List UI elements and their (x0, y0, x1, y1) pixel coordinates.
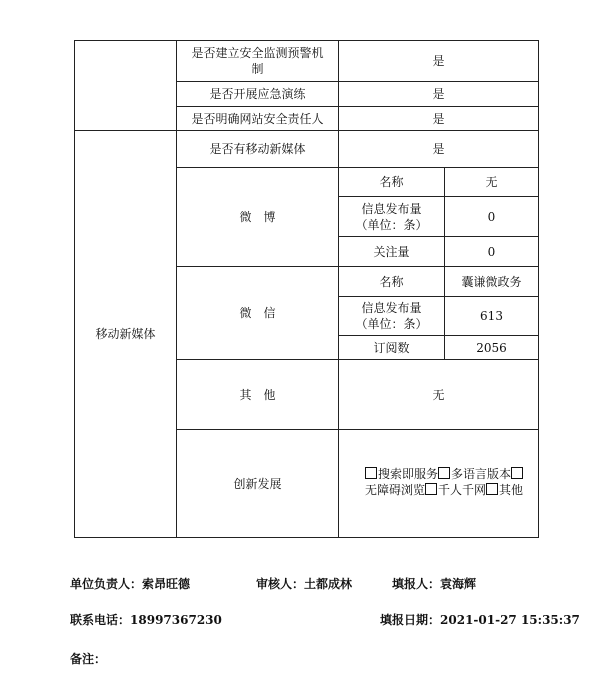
wechat-subs-label: 订阅数 (339, 336, 445, 360)
phone-value: 18997367230 (130, 613, 222, 627)
option-multi-language[interactable]: 多语言版本 (438, 467, 511, 481)
weibo-follow-value: 0 (445, 237, 539, 267)
other-label: 其 他 (177, 360, 339, 430)
filler: 填报人：袁海辉 (392, 577, 477, 591)
weibo-posts-value: 0 (445, 197, 539, 237)
wechat-posts-value: 613 (445, 297, 539, 336)
unit-head-value: 索昂旺德 (142, 577, 191, 591)
filler-value: 袁海辉 (440, 577, 477, 591)
wechat-posts-label: 信息发布量（单位：条） (339, 297, 445, 336)
option-other[interactable]: 其他 (486, 483, 523, 497)
monitor-label: 是否建立安全监测预警机制 (177, 41, 339, 82)
wechat-label: 微 信 (177, 267, 339, 360)
innovation-label: 创新发展 (177, 430, 339, 538)
remarks-label: 备注： (70, 652, 107, 666)
report-table (74, 40, 539, 538)
innovation-options (339, 430, 539, 538)
reviewer: 审核人：土都成林 (256, 577, 353, 591)
option-personalized[interactable]: 千人千网 (425, 483, 486, 497)
new-media-section-label: 移动新媒体 (75, 131, 177, 538)
wechat-name-value: 囊谦微政务 (445, 267, 539, 297)
unit-head: 单位负责人：索昂旺德 (70, 577, 191, 591)
has-new-media-label: 是否有移动新媒体 (177, 131, 339, 168)
weibo-name-label: 名称 (339, 168, 445, 197)
weibo-follow-label: 关注量 (339, 237, 445, 267)
contact-phone: 联系电话：18997367230 (70, 613, 222, 627)
other-value: 无 (339, 360, 539, 430)
checkbox-icon[interactable] (425, 483, 437, 495)
responsible-value: 是 (339, 107, 539, 131)
drill-label: 是否开展应急演练 (177, 82, 339, 107)
responsible-label: 是否明确网站安全责任人 (177, 107, 339, 131)
monitor-value: 是 (339, 41, 539, 82)
checkbox-icon[interactable] (511, 467, 523, 479)
weibo-posts-label: 信息发布量（单位：条） (339, 197, 445, 237)
weibo-label: 微 博 (177, 168, 339, 267)
blank-section-cell (75, 41, 177, 131)
date-value: 2021-01-27 15:35:37 (440, 613, 580, 627)
option-accessibility[interactable]: 无障碍浏览 (365, 467, 524, 497)
weibo-name-value: 无 (445, 168, 539, 197)
checkbox-icon[interactable] (365, 467, 377, 479)
checkbox-icon[interactable] (438, 467, 450, 479)
option-search-service[interactable]: 搜索即服务 (365, 467, 438, 481)
wechat-subs-value: 2056 (445, 336, 539, 360)
report-date: 填报日期：2021-01-27 15:35:37 (380, 613, 580, 627)
has-new-media-value: 是 (339, 131, 539, 168)
drill-value: 是 (339, 82, 539, 107)
checkbox-icon[interactable] (486, 483, 498, 495)
wechat-name-label: 名称 (339, 267, 445, 297)
reviewer-value: 土都成林 (304, 577, 353, 591)
